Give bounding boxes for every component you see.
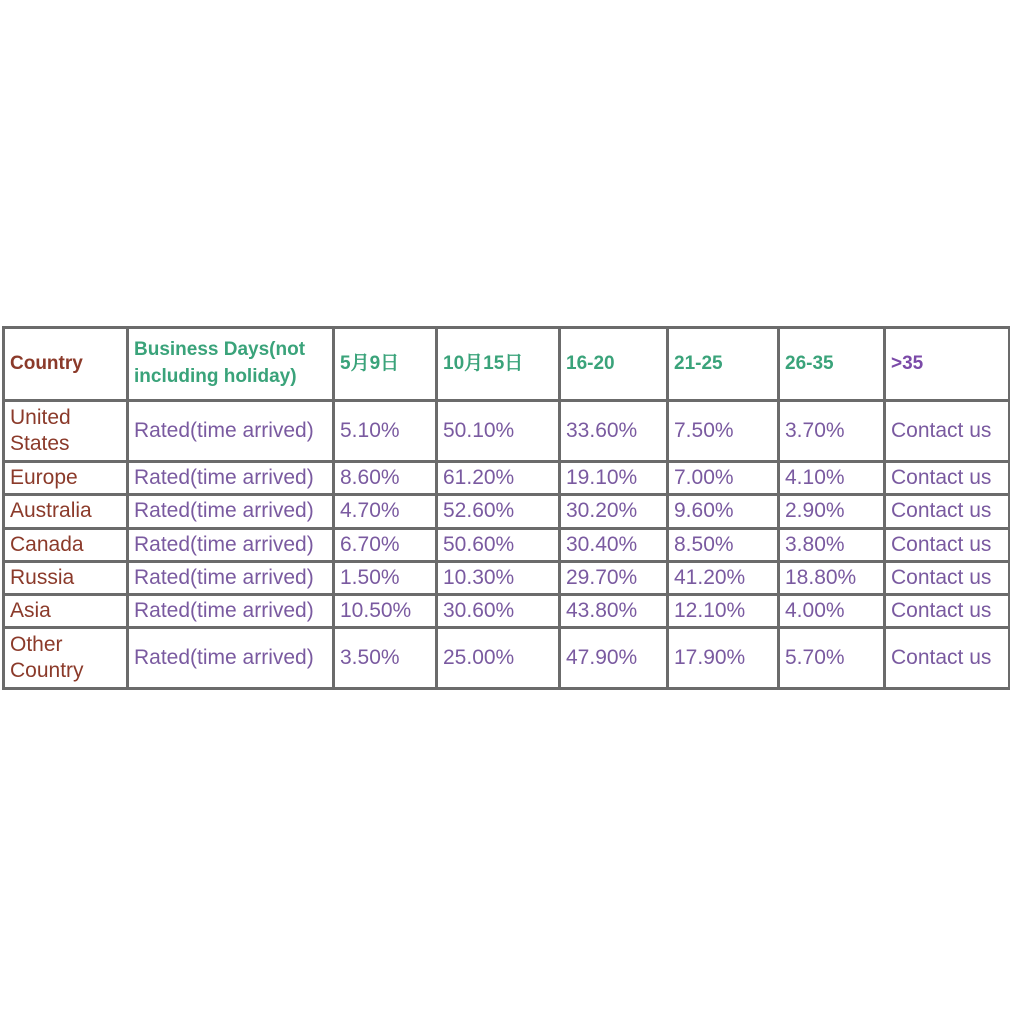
cell-value: 29.70% — [560, 561, 668, 594]
cell-value: 17.90% — [668, 628, 779, 689]
cell-value: 61.20% — [437, 462, 560, 495]
table-row — [4, 561, 1010, 594]
cell-value: 50.10% — [437, 401, 560, 462]
header-col-4: 21-25 — [668, 328, 779, 401]
cell-rated: Rated(time arrived) — [128, 462, 334, 495]
cell-value: 3.80% — [779, 528, 885, 561]
cell-value: 52.60% — [437, 495, 560, 528]
header-col-5: 26-35 — [779, 328, 885, 401]
cell-country: United States — [4, 401, 128, 462]
cell-country: Europe — [4, 462, 128, 495]
cell-country: Canada — [4, 528, 128, 561]
cell-value: 1.50% — [334, 561, 437, 594]
cell-value: 5.10% — [334, 401, 437, 462]
cell-contact: Contact us — [885, 528, 1010, 561]
cell-value: 10.30% — [437, 561, 560, 594]
cell-value: 25.00% — [437, 628, 560, 689]
cell-rated: Rated(time arrived) — [128, 495, 334, 528]
header-col-2: 10月15日 — [437, 328, 560, 401]
cell-rated: Rated(time arrived) — [128, 595, 334, 628]
cell-value: 41.20% — [668, 561, 779, 594]
header-col-6: >35 — [885, 328, 1010, 401]
cell-rated: Rated(time arrived) — [128, 628, 334, 689]
cell-rated: Rated(time arrived) — [128, 528, 334, 561]
cell-value: 9.60% — [668, 495, 779, 528]
cell-rated: Rated(time arrived) — [128, 561, 334, 594]
cell-value: 10.50% — [334, 595, 437, 628]
cell-value: 7.50% — [668, 401, 779, 462]
shipping-time-table — [2, 326, 1010, 690]
cell-value: 4.70% — [334, 495, 437, 528]
cell-value: 3.50% — [334, 628, 437, 689]
cell-value: 8.50% — [668, 528, 779, 561]
header-col-1: 5月9日 — [334, 328, 437, 401]
table-row — [4, 401, 1010, 462]
header-country: Country — [4, 328, 128, 401]
cell-value: 30.40% — [560, 528, 668, 561]
header-col-3: 16-20 — [560, 328, 668, 401]
cell-country: Other Country — [4, 628, 128, 689]
cell-value: 5.70% — [779, 628, 885, 689]
cell-value: 43.80% — [560, 595, 668, 628]
cell-value: 12.10% — [668, 595, 779, 628]
cell-value: 7.00% — [668, 462, 779, 495]
cell-contact: Contact us — [885, 401, 1010, 462]
table-row — [4, 462, 1010, 495]
cell-contact: Contact us — [885, 495, 1010, 528]
cell-value: 18.80% — [779, 561, 885, 594]
cell-contact: Contact us — [885, 595, 1010, 628]
cell-value: 30.20% — [560, 495, 668, 528]
cell-value: 3.70% — [779, 401, 885, 462]
cell-rated: Rated(time arrived) — [128, 401, 334, 462]
table-header-row — [4, 328, 1010, 401]
cell-value: 19.10% — [560, 462, 668, 495]
table-row — [4, 628, 1010, 689]
cell-country: Australia — [4, 495, 128, 528]
table-row — [4, 495, 1010, 528]
cell-value: 4.00% — [779, 595, 885, 628]
cell-value: 6.70% — [334, 528, 437, 561]
cell-contact: Contact us — [885, 561, 1010, 594]
cell-value: 4.10% — [779, 462, 885, 495]
table-row — [4, 595, 1010, 628]
cell-value: 30.60% — [437, 595, 560, 628]
header-business-days: Business Days(not including holiday) — [128, 328, 334, 401]
cell-value: 2.90% — [779, 495, 885, 528]
cell-contact: Contact us — [885, 628, 1010, 689]
cell-country: Russia — [4, 561, 128, 594]
cell-contact: Contact us — [885, 462, 1010, 495]
cell-country: Asia — [4, 595, 128, 628]
cell-value: 47.90% — [560, 628, 668, 689]
cell-value: 50.60% — [437, 528, 560, 561]
cell-value: 33.60% — [560, 401, 668, 462]
table-row — [4, 528, 1010, 561]
cell-value: 8.60% — [334, 462, 437, 495]
